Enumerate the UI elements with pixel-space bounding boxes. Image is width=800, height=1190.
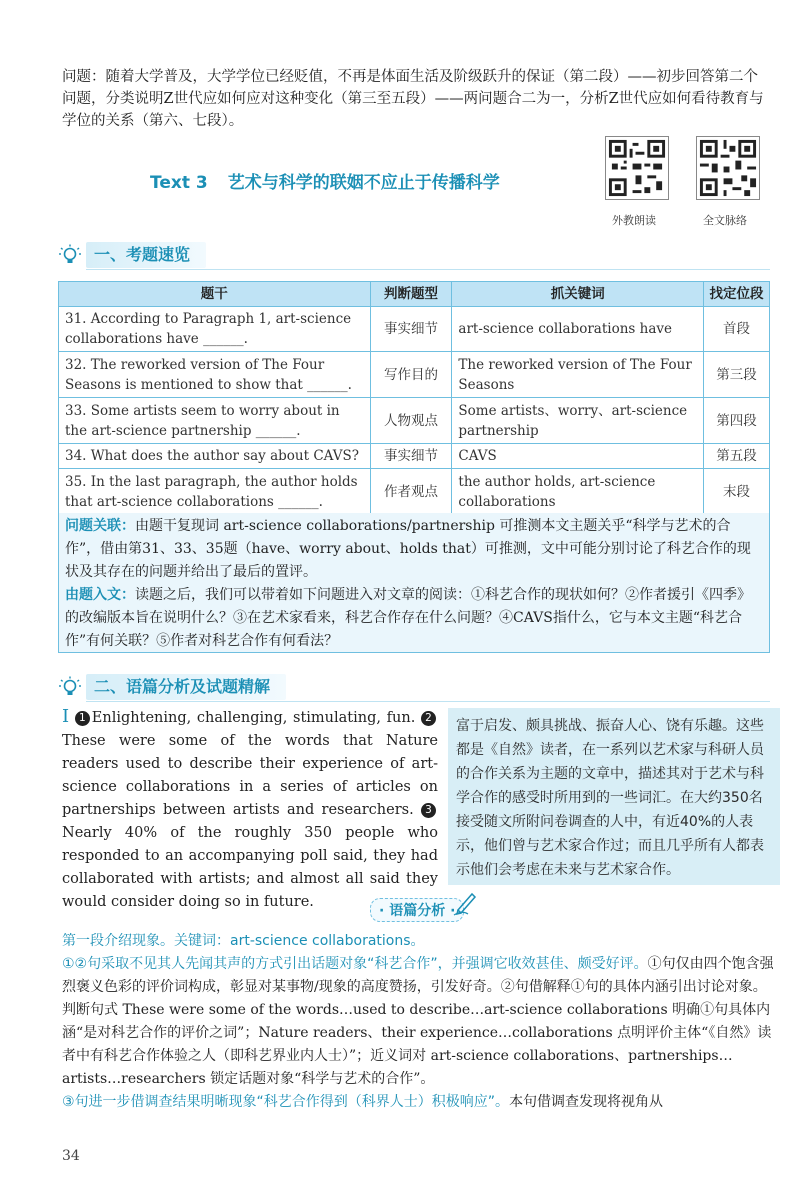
section-header-question-overview — [58, 242, 770, 270]
pen-icon — [452, 888, 480, 916]
column-header: 判断题型 — [370, 282, 452, 307]
question-type-cell: 事实细节 — [370, 444, 452, 469]
table-header-row — [59, 282, 770, 307]
note-label: 由题入文： — [65, 587, 135, 603]
analysis-body: 本句借调查发现将视角从 — [509, 1094, 664, 1110]
keyword-cell: CAVS — [452, 444, 704, 469]
question-type-cell: 作者观点 — [370, 469, 452, 515]
table-row — [59, 307, 770, 352]
column-header: 抓关键词 — [452, 282, 704, 307]
location-cell: 首段 — [704, 307, 770, 352]
section-header-discourse-analysis — [58, 674, 770, 702]
qr-code-outline-icon[interactable] — [696, 136, 760, 200]
question-cell: 32. The reworked version of The Four Seasons is mentioned to show that ______. — [59, 352, 371, 398]
question-table — [58, 281, 770, 515]
question-cell: 34. What does the author say about CAVS? — [59, 444, 371, 469]
intro-paragraph: 问题：随着大学普及，大学学位已经贬值，不再是体面生活及阶级跃升的保证（第二段）——初步回答第二个问题，分类说明Z世代应如何应对这种变化（第三至五段）——两问题合二为一，分析Z世代应如何看待教育与学位的关系（第六、七段）。 — [62, 69, 764, 129]
lightbulb-icon — [58, 244, 82, 268]
qr-code-reading-icon[interactable] — [605, 136, 669, 200]
column-header: 题干 — [59, 282, 371, 307]
keyword-cell: Some artists、worry、art-science partnership — [452, 398, 704, 444]
keyword-cell: the author holds, art-science collaborations — [452, 469, 704, 515]
sentence: Nearly 40% of the roughly 350 people who responded to an accompanying poll said, they had collaborated with artists; and almost all said they would consider doing so in future. — [62, 825, 438, 910]
analysis-body: ①句仅由四个饱含强烈褒义色彩的评价词构成，彰显对某事物/现象的高度赞扬，引发好奇。②句借解释①句的具体内涵引出讨论对象。判断句式 These were some of the words…used to describe…art-science collaborations 明确①句具体内涵“是对科艺合作的评价之词”；Nature readers、their experience…collaborations 点明评价主体“《自然》读者中有科艺合作体验之人（即科艺界业内人士）”；近义词对 art-science collaborations、partnerships…artists…researchers 锁定话题对象“科学与艺术的合作”。 — [62, 956, 774, 1087]
chinese-translation-box: 富于启发、颇具挑战、振奋人心、饶有乐趣。这些都是《自然》读者，在一系列以艺术家与科研人员的合作关系为主题的文章中，描述其对于艺术与科学合作的感受时所用到的一些词汇。在大约350名接受随文所附问卷调查的人中，有近40%的人表示，他们曾与艺术家合作过；而且几乎所有人都表示他们会考虑在未来与艺术家合作。 — [448, 708, 780, 885]
location-cell: 末段 — [704, 469, 770, 515]
note-label: 问题关联： — [65, 518, 135, 534]
analysis-tag: · 语篇分析 · — [370, 898, 464, 922]
analysis-paragraph — [62, 1091, 774, 1114]
location-cell: 第三段 — [704, 352, 770, 398]
lightbulb-icon — [58, 676, 82, 700]
table-row — [59, 352, 770, 398]
section-divider — [86, 269, 770, 270]
note-reading-guide — [65, 584, 763, 653]
question-cell: 31. According to Paragraph 1, art-science collaborations have ______. — [59, 307, 371, 352]
text-title — [150, 168, 500, 193]
question-cell: 35. In the last paragraph, the author holds that art-science collaborations ______. — [59, 469, 371, 515]
qr-label-outline: 全文脉络 — [703, 214, 747, 227]
question-type-cell: 事实细节 — [370, 307, 452, 352]
question-type-cell: 写作目的 — [370, 352, 452, 398]
column-header: 找定位段 — [704, 282, 770, 307]
sentence-number-badge: 2 — [421, 711, 436, 726]
analysis-highlight: ③句进一步借调查结果明晰现象“科艺合作得到（科界人士）积极响应”。 — [62, 1094, 510, 1110]
table-row — [59, 398, 770, 444]
analysis-lead: 第一段介绍现象。关键词：art-science collaborations。 — [62, 933, 425, 949]
page-number: 34 — [62, 1148, 80, 1164]
location-cell: 第四段 — [704, 398, 770, 444]
note-question-link — [65, 515, 763, 584]
analysis-highlight: ①②句采取不见其人先闻其声的方式引出话题对象“科艺合作”，并强调它收效甚佳、颇受好评。 — [62, 956, 648, 972]
question-cell: 33. Some artists seem to worry about in the art-science partnership ______. — [59, 398, 371, 444]
table-row — [59, 444, 770, 469]
paragraph-number: I — [62, 706, 70, 727]
section-title: 二、语篇分析及试题精解 — [86, 674, 286, 700]
section-divider — [86, 701, 770, 702]
question-notes-box — [58, 513, 770, 653]
sentence: Enlightening, challenging, stimulating, fun. — [91, 710, 416, 726]
section-title: 一、考题速览 — [86, 242, 206, 268]
note-text: 由题干复现词 art-science collaborations/partnership 可推测本文主题关乎“科学与艺术的合作”，借由第31、33、35题（have、worry about、holds that）可推测，文中可能分别讨论了科艺合作的现状及其存在的问题并给出了最后的置评。 — [65, 518, 751, 580]
sentence-number-badge: 3 — [421, 803, 436, 818]
table-row — [59, 469, 770, 515]
question-type-cell: 人物观点 — [370, 398, 452, 444]
sentence: These were some of the words that Nature readers used to describe their experience of art-science collaborations in a series of articles on partnerships between artists and researchers. — [62, 733, 438, 818]
analysis-paragraph — [62, 953, 774, 1091]
keyword-cell: art-science collaborations have — [452, 307, 704, 352]
note-text: 读题之后，我们可以带着如下问题进入对文章的阅读：①科艺合作的现状如何？②作者援引《四季》的改编版本旨在说明什么？③在艺术家看来，科艺合作存在什么问题？④CAVS指什么，它与本文主题“科艺合作”有何关联？⑤作者对科艺合作有何看法？ — [65, 587, 751, 649]
keyword-cell: The reworked version of The Four Seasons — [452, 352, 704, 398]
analysis-text — [62, 930, 774, 1114]
text-number: Text 3 — [150, 173, 208, 193]
text-title-row — [0, 168, 800, 198]
english-passage — [62, 705, 438, 914]
text-heading: 艺术与科学的联姻不应止于传播科学 — [227, 173, 500, 193]
location-cell: 第五段 — [704, 444, 770, 469]
sentence-number-badge: 1 — [75, 711, 90, 726]
qr-label-reading: 外教朗读 — [612, 214, 656, 227]
